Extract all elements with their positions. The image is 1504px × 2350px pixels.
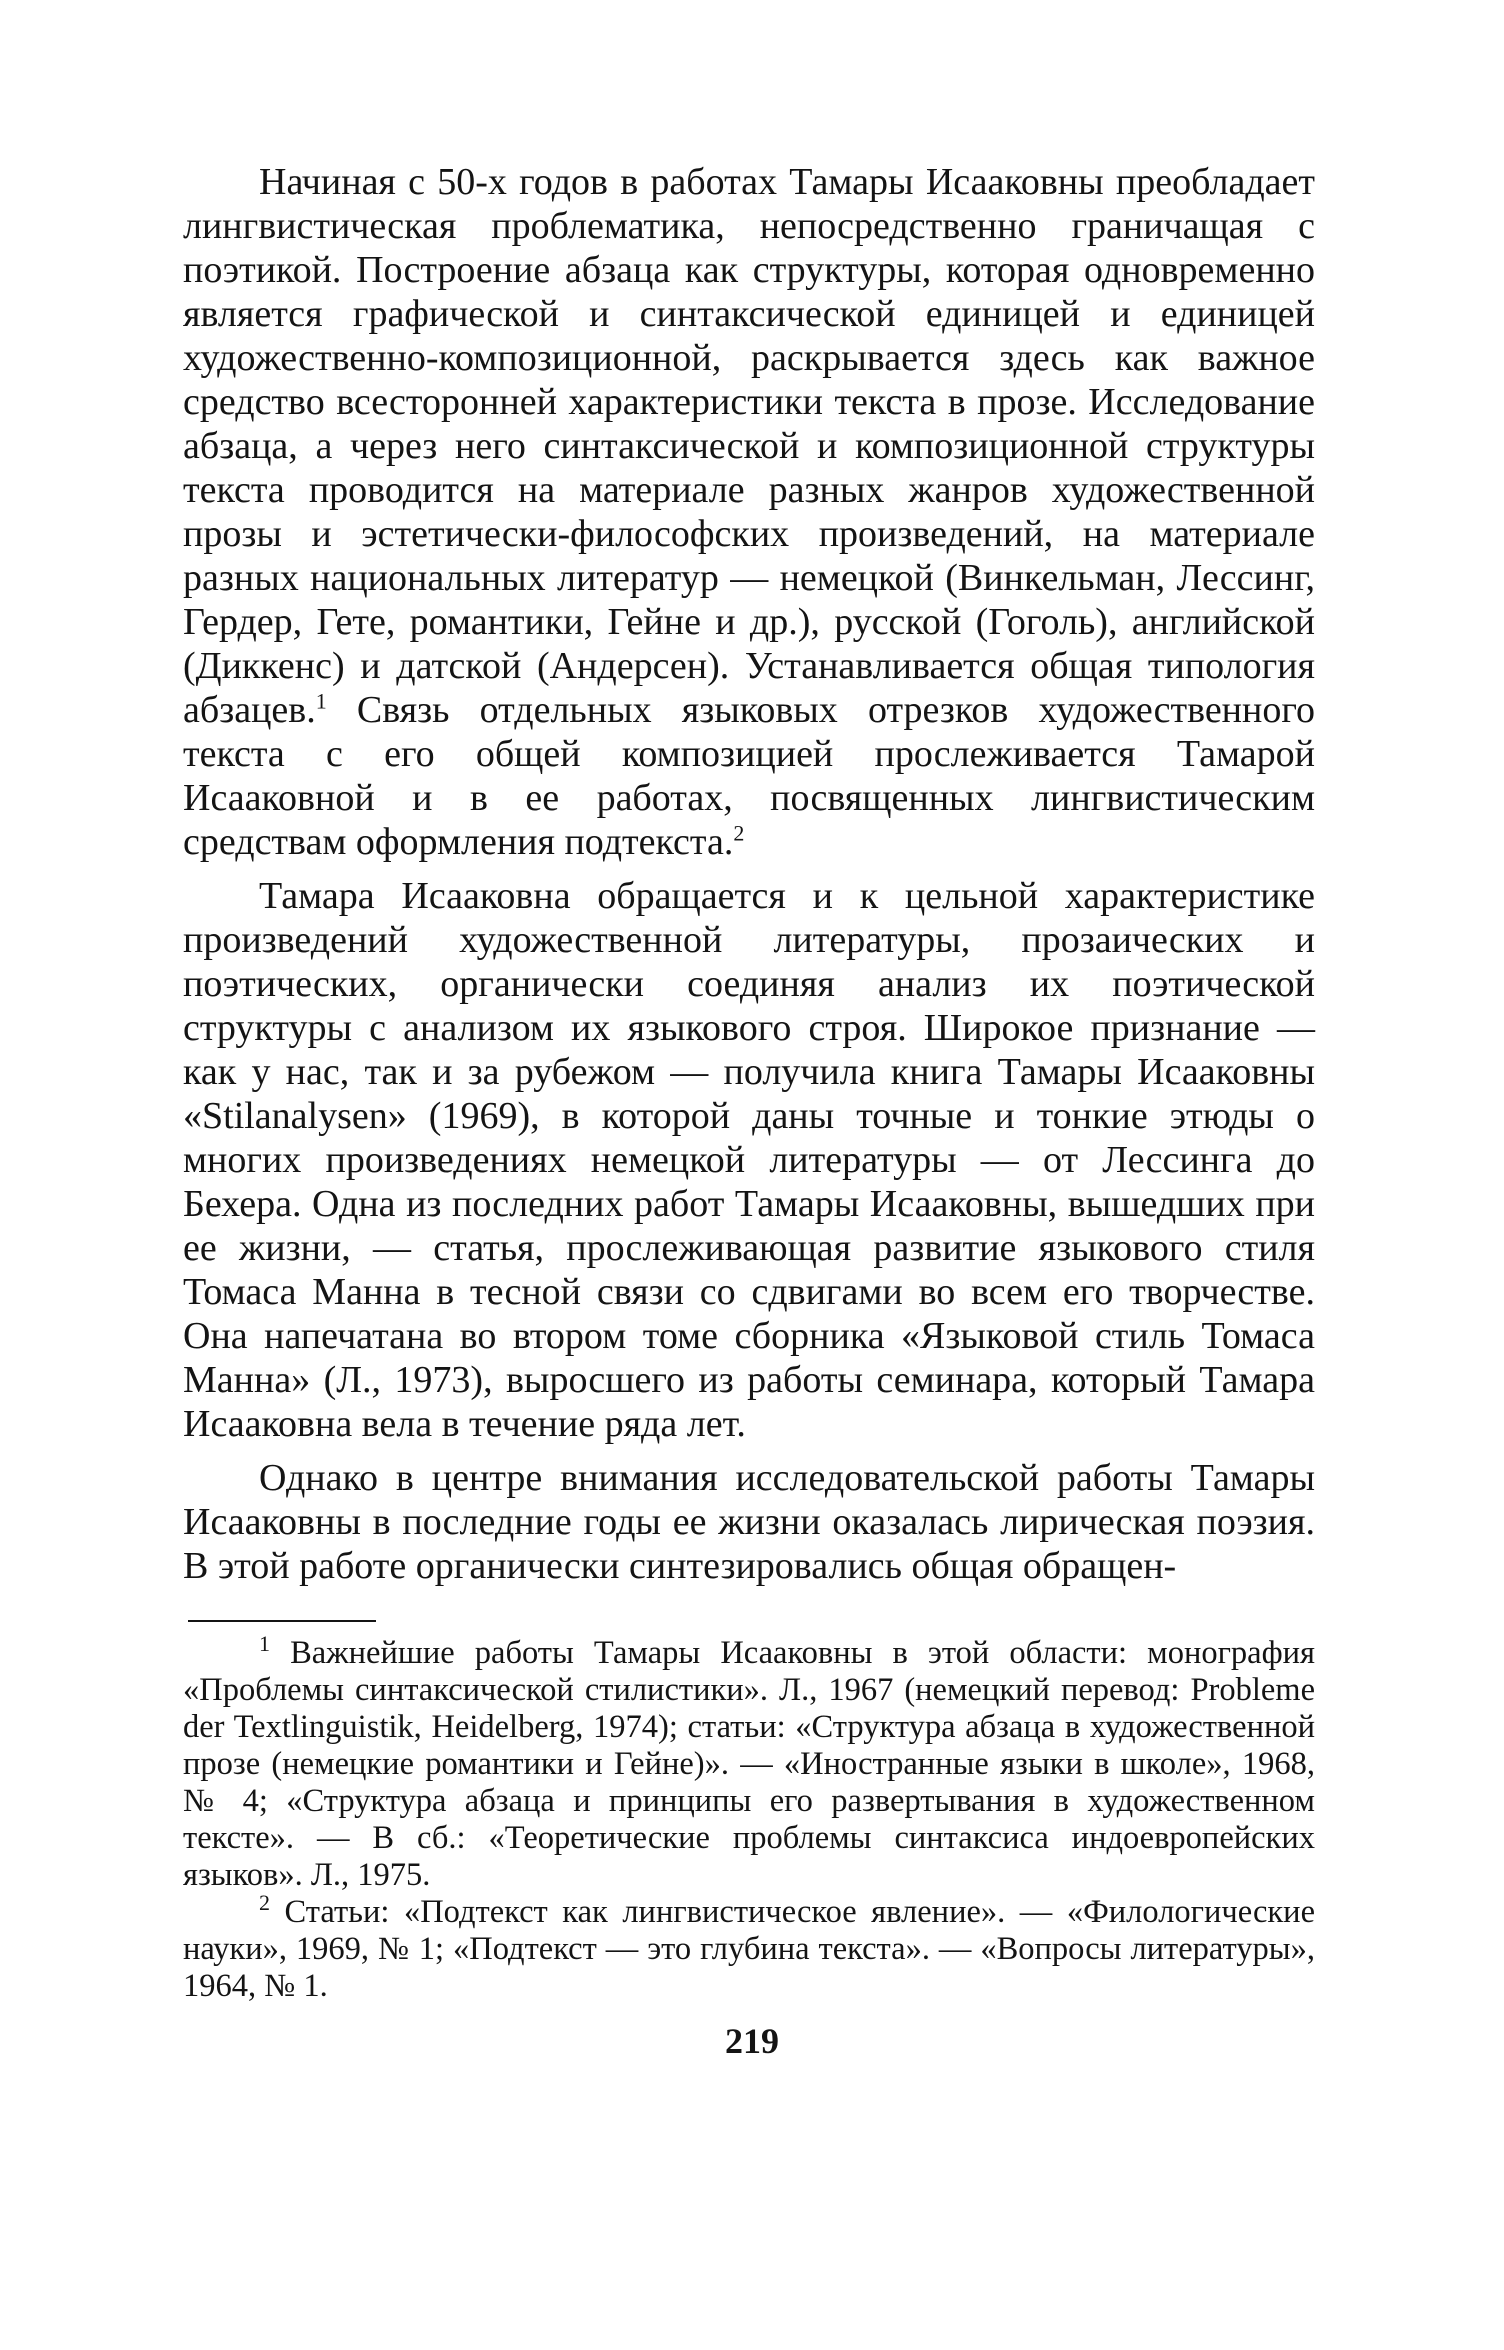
footnote-separator (188, 1620, 376, 1622)
paragraph-3: Однако в центре внимания исследовательской работы Тамары Исааковны в последние годы ее жизни оказалась лирическая поэзия. В этой работе органически синтезировались общая обращен- (183, 1457, 1315, 1587)
footnotes (183, 1631, 1315, 2005)
footnote-1-marker: 1 (259, 1631, 270, 1657)
main-text (183, 160, 1315, 1588)
page-number: 219 (725, 2021, 779, 2061)
footnote-ref-2: 2 (733, 820, 745, 846)
paragraph-1-text-continued: Связь отдельных языковых отрезков художественного текста с его общей композицией прослеживается Тамарой Исааковной и в ее работах, посвященных лингвистическим средствам оформления подтекста. (183, 689, 1315, 863)
footnote-2 (183, 1890, 1315, 2005)
footnote-2-text: Статьи: «Подтекст как лингвистическое явление». — «Филологические науки», 1969, № 1; «Подтекст — это глубина текста». — «Вопросы литературы», 1964, № 1. (183, 1894, 1315, 2004)
footnote-1 (183, 1631, 1315, 1894)
paragraph-2: Тамара Исааковна обращается и к цельной характеристике произведений художественной литературы, прозаических и поэтических, органически соединяя анализ их поэтической структуры с анализом их языкового строя. Широкое признание — как у нас, так и за рубежом — получила книга Тамары Исааковны «Stilanalysen» (1969), в которой даны точные и тонкие этюды о многих произведениях немецкой литературы — от Лессинга до Бехера. Одна из последних работ Тамары Исааковны, вышедших при ее жизни, — статья, прослеживающая развитие языкового стиля Томаса Манна в тесной связи со сдвигами во всем его творчестве. Она напечатана во втором томе сборника «Языковой стиль Томаса Манна» (Л., 1973), выросшего из работы семинара, который Тамара Исааковна вела в течение ряда лет. (183, 875, 1315, 1445)
footnote-1-text: Важнейшие работы Тамары Исааковны в этой области: монография «Проблемы синтаксической стилистики». Л., 1967 (немецкий перевод: Probleme der Textlinguistik, Heidelberg, 1974); статьи: «Структура абзаца в художественной прозе (немецкие романтики и Гейне)». — «Иностранные языки в школе», 1968, № 4; «Структура абзаца и принципы его развертывания в художественном тексте». — В сб.: «Теоретические проблемы синтаксиса индоевропейских языков». Л., 1975. (183, 1635, 1315, 1893)
footnote-2-marker: 2 (259, 1890, 270, 1916)
paragraph-1 (183, 160, 1315, 864)
paragraph-1-text: Начиная с 50-х годов в работах Тамары Исааковны преобладает лингвистическая проблематика, непосредственно граничащая с поэтикой. Построение абзаца как структуры, которая одновременно является графической и синтаксической единицей и единицей художественно-композиционной, раскрывается здесь как важное средство всесторонней характеристики текста в прозе. Исследование абзаца, а через него синтаксической и композиционной структуры текста проводится на материале разных жанров художественной прозы и эстетически-философских произведений, на материале разных национальных литератур — немецкой (Винкельман, Лессинг, Гердер, Гете, романтики, Гейне и др.), русской (Гоголь), английской (Диккенс) и датской (Андерсен). Устанавливается общая типология абзацев. (183, 161, 1315, 731)
footnote-ref-1: 1 (315, 688, 327, 714)
